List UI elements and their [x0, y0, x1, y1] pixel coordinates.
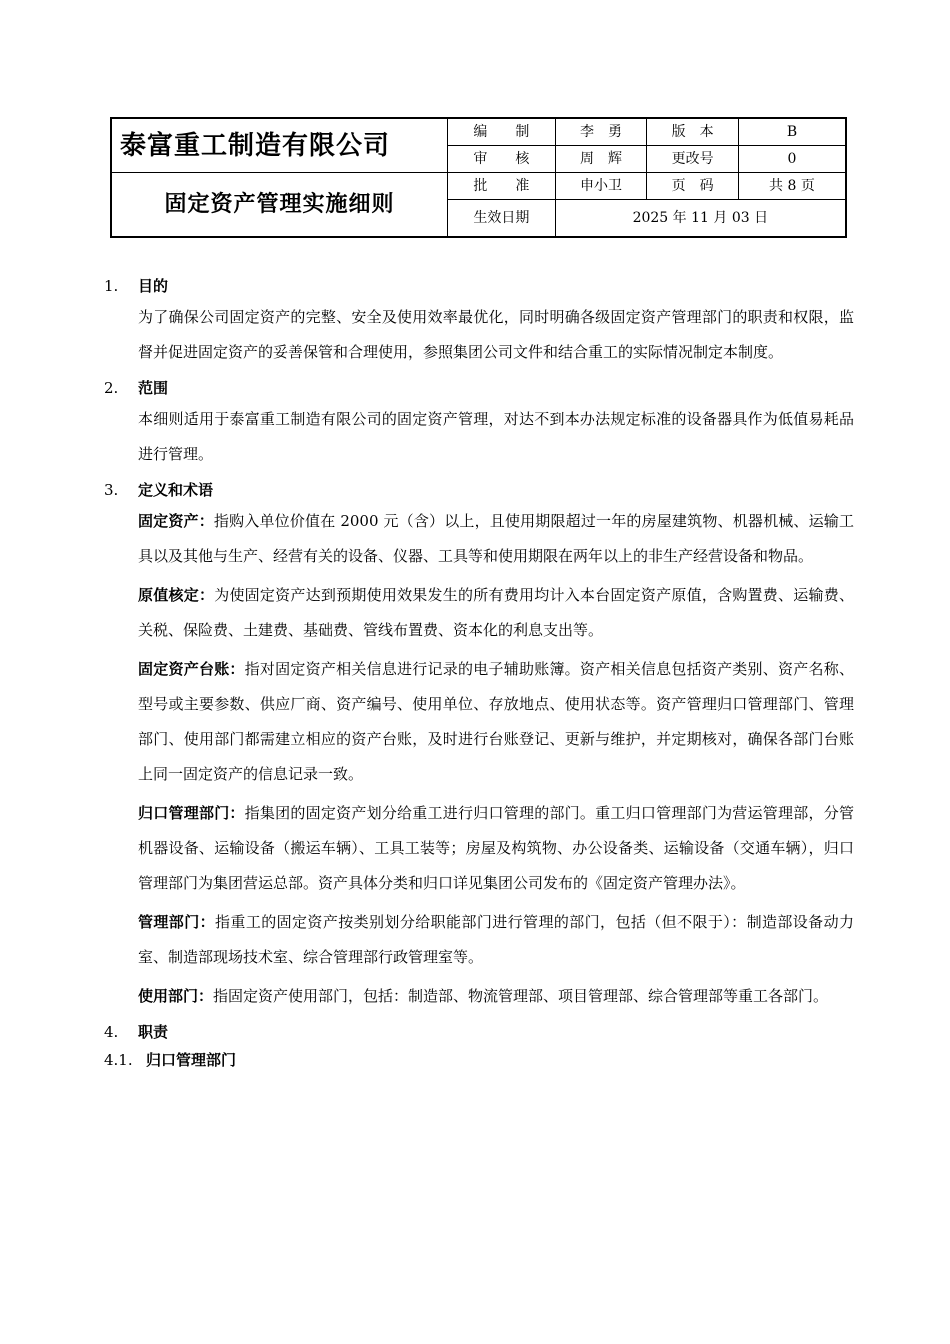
scope-paragraph: 本细则适用于泰富重工制造有限公司的固定资产管理，对达不到本办法规定标准的设备器具作为低值易耗品进行管理。: [138, 410, 854, 463]
section-heading-responsibilities: [104, 1018, 854, 1046]
value-approved-by: 申小卫: [555, 173, 647, 200]
definition-text: 指对固定资产相关信息进行记录的电子辅助账簿。资产相关信息包括资产类别、资产名称、型号或主要参数、供应厂商、资产编号、使用单位、存放地点、使用状态等。资产管理归口管理部门、管理部门、使用部门都需建立相应的资产台账，及时进行台账登记、更新与维护，并定期核对，确保各部门台账上同一固定资产的信息记录一致。: [138, 660, 854, 783]
section-heading-scope: [104, 374, 854, 402]
definition-centralized-dept: [138, 796, 854, 901]
definition-management-dept: [138, 905, 854, 975]
label-change-no: 更改号: [647, 146, 739, 173]
section-title: 归口管理部门: [146, 1051, 237, 1069]
label-approved-by: 批 准: [448, 173, 556, 200]
definition-text: 指集团的固定资产划分给重工进行归口管理的部门。重工归口管理部门为营运管理部，分管机器设备、运输设备（搬运车辆）、工具工装等；房屋及构筑物、办公设备类、运输设备（交通车辆），归口管理部门为集团营运总部。资产具体分类和归口详见集团公司发布的《固定资产管理办法》。: [138, 804, 854, 892]
definition-text: 指重工的固定资产按类别划分给职能部门进行管理的部门，包括（但不限于）：制造部设备动力室、制造部现场技术室、综合管理部行政管理室等。: [138, 913, 854, 966]
company-name: 泰富重工制造有限公司: [111, 118, 448, 173]
section-title: 定义和术语: [138, 481, 214, 499]
section-number: 4.: [104, 1023, 119, 1041]
definition-original-value: [138, 578, 854, 648]
section-title: 职责: [138, 1023, 169, 1041]
definition-asset-ledger: [138, 652, 854, 792]
value-change-no: 0: [738, 146, 846, 173]
section-title: 目的: [138, 277, 169, 295]
definition-term: 固定资产：: [138, 512, 214, 530]
document-title: 固定资产管理实施细则: [111, 173, 448, 238]
definition-term: 使用部门：: [138, 987, 214, 1005]
label-compiled-by: 编 制: [448, 118, 556, 146]
value-page-count: 共 8 页: [738, 173, 846, 200]
definition-text: 为使固定资产达到预期使用效果发生的所有费用均计入本台固定资产原值，含购置费、运输费、关税、保险费、土建费、基础费、管线布置费、资本化的利息支出等。: [138, 586, 854, 639]
section-number: 2.: [104, 379, 119, 397]
section-heading-definitions: [104, 476, 854, 504]
definition-term: 原值核定：: [138, 586, 215, 604]
definition-term: 固定资产台账：: [138, 660, 245, 678]
section-number: 1.: [104, 277, 119, 295]
definition-term: 归口管理部门：: [138, 804, 245, 822]
definition-text: 指固定资产使用部门，包括：制造部、物流管理部、项目管理部、综合管理部等重工各部门。: [213, 987, 829, 1005]
document-body: [104, 272, 854, 1074]
definition-text: 指购入单位价值在 2000 元（含）以上，且使用期限超过一年的房屋建筑物、机器机械、运输工具以及其他与生产、经营有关的设备、仪器、工具等和使用期限在两年以上的非生产经营设备和物品。: [138, 512, 854, 565]
section-number: 4.1.: [104, 1051, 133, 1069]
definition-fixed-asset: [138, 504, 854, 574]
section-heading-purpose: [104, 272, 854, 300]
label-effective-date: 生效日期: [448, 200, 556, 238]
subsection-heading-centralized-dept: [104, 1046, 854, 1074]
definition-term: 管理部门：: [138, 913, 216, 931]
value-compiled-by: 李 勇: [555, 118, 647, 146]
value-effective-date: 2025 年 11 月 03 日: [555, 200, 846, 238]
definition-user-dept: [138, 979, 854, 1014]
label-reviewed-by: 审 核: [448, 146, 556, 173]
value-version: B: [738, 118, 846, 146]
label-page-count: 页 码: [647, 173, 739, 200]
section-number: 3.: [104, 481, 119, 499]
document-header-table: [110, 117, 847, 238]
value-reviewed-by: 周 辉: [555, 146, 647, 173]
section-title: 范围: [138, 379, 169, 397]
label-version: 版 本: [647, 118, 739, 146]
purpose-paragraph: 为了确保公司固定资产的完整、安全及使用效率最优化，同时明确各级固定资产管理部门的职责和权限，监督并促进固定资产的妥善保管和合理使用，参照集团公司文件和结合重工的实际情况制定本制度。: [138, 308, 854, 361]
